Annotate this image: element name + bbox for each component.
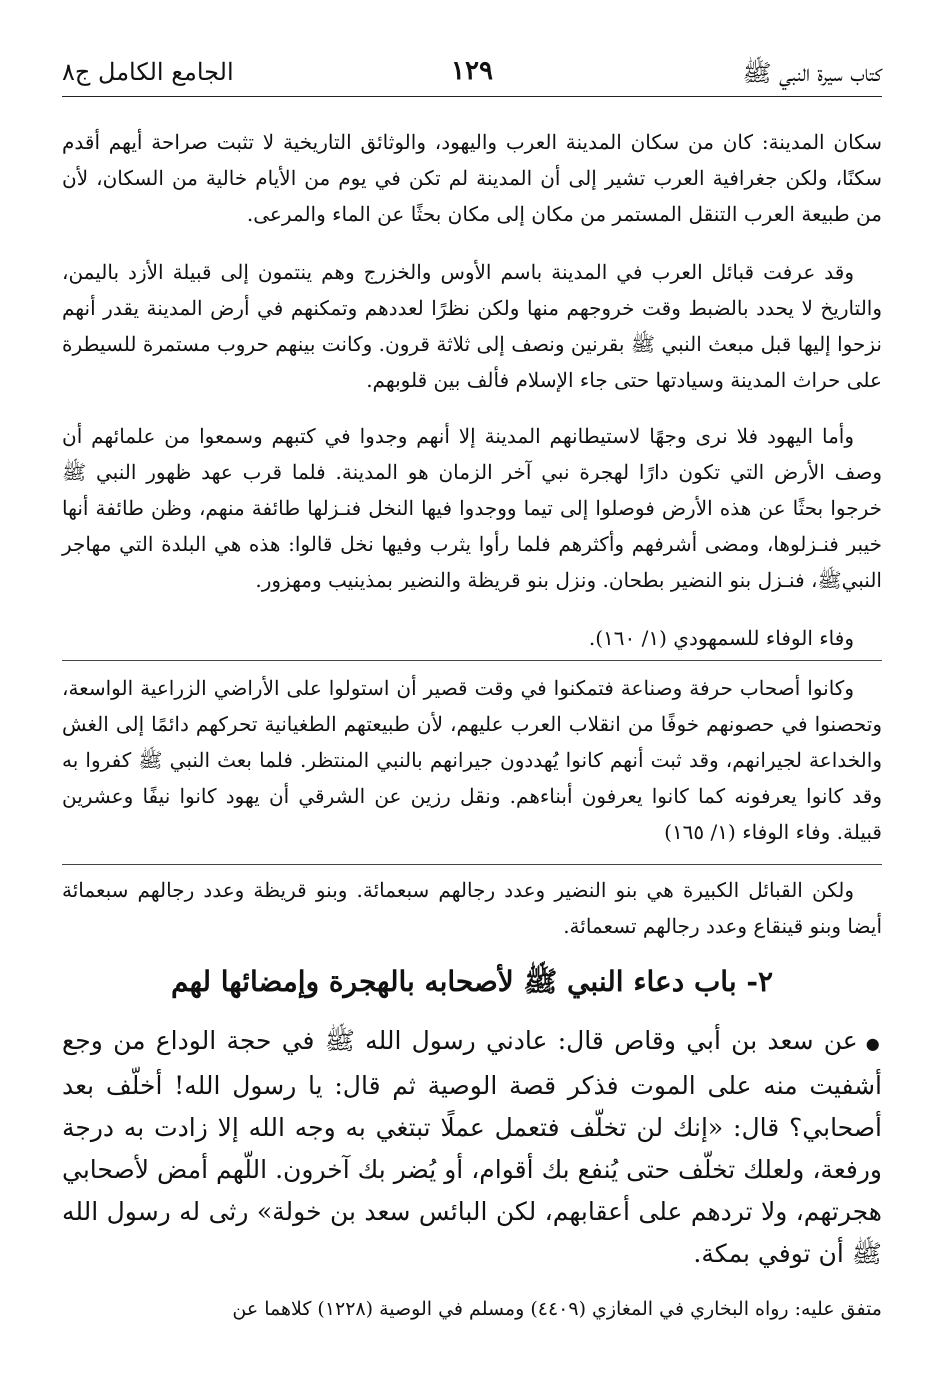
footnote-paragraph: وكانوا أصحاب حرفة وصناعة فتمكنوا في وقت قصير أن استولوا على الأراضي الزراعية الواسعة، وتحصنوا في حصونهم خوفًا من انقلاب العرب عليهم، لأن طبيعتهم الطغيانية تحركهم دائمًا إلى الغش والخداعة لجيرانهم، وقد ثبت أنهم كانوا يُهددون جيرانهم بالنبي المنتظر. فلما بعث النبي ﷺ كفروا به وقد كانوا يعرفونه كما كانوا يعرفون أبناءهم. ونقل رزين عن الشرقي أن يهود كانوا نيفًا وعشرين قبيلة. وفاء الوفاء (١/ ١٦٥)	[62, 676, 882, 844]
footnote-1	[62, 124, 882, 232]
divider	[62, 864, 882, 865]
footnote-5	[62, 670, 882, 850]
footnote-2	[62, 254, 882, 398]
bullet-icon: ●	[865, 1034, 882, 1053]
page-header	[62, 52, 882, 97]
source-block	[62, 1292, 882, 1326]
footnote-paragraph: سكان المدينة: كان من سكان المدينة العرب واليهود، والوثائق التاريخية لا تثبت صراحة أيهم أقدم سكنًا، ولكن جغرافية العرب تشير إلى أن المدينة لم تكن في يوم من الأيام خالية من السكان، لأن من طبيعة العرب التنقل المستمر من مكان إلى مكان بحثًا عن الماء والمرعى.	[62, 130, 882, 226]
footnote-6	[62, 872, 882, 944]
footnote-4	[62, 620, 882, 656]
hadith-paragraph	[62, 1020, 882, 1275]
chapter-heading: ٢- باب دعاء النبي ﷺ لأصحابه بالهجرة وإمضائها لهم	[170, 965, 774, 998]
hadith-text: عن سعد بن أبي وقاص قال: عادني رسول الله ﷺ في حجة الوداع من وجع أشفيت منه على الموت فذكر قصة الوصية ثم قال: يا رسول الله! أخلّف بعد أصحابي؟ قال: «إنك لن تخلّف فتعمل عملًا تبتغي به وجه الله إلا زادت به درجة ورفعة، ولعلك تخلّف حتى يُنفع بك أقوام، أو يُضر بك آخرون. اللّهم أمض لأصحابي هجرتهم، ولا تردهم على أعقابهم، لكن البائس سعد بن خولة» رثى له رسول الله ﷺ أن توفي بمكة.	[62, 1026, 882, 1268]
source-note: متفق عليه: رواه البخاري في المغازي (٤٤٠٩) ومسلم في الوصية (١٢٢٨) كلاهما عن	[232, 1298, 882, 1320]
page-number: ١٢٩	[451, 56, 493, 86]
footnote-3	[62, 418, 882, 598]
header-book-title: كتاب سيرة النبي ﷺ	[742, 59, 882, 87]
footnote-paragraph: وقد عرفت قبائل العرب في المدينة باسم الأوس والخزرج وهم ينتمون إلى قبيلة الأزد باليمن، والتاريخ لا يحدد بالضبط وقت خروجهم منها ولكن نظرًا لعددهم وتمكنهم في أرض المدينة يقدر أنهم نزحوا إليها قبل مبعث النبي ﷺ بقرنين ونصف إلى ثلاثة قرون. وكانت بينهم حروب مستمرة للسيطرة على حراث المدينة وسيادتها حتى جاء الإسلام فألف بين قلوبهم.	[62, 260, 882, 392]
divider	[62, 660, 882, 661]
footnote-reference: وفاء الوفاء للسمهودي (١/ ١٦٠).	[588, 626, 854, 650]
footnote-paragraph: وأما اليهود فلا نرى وجهًا لاستيطانهم المدينة إلا أنهم وجدوا في كتبهم وسمعوا من علمائهم أن وصف الأرض التي تكون دارًا لهجرة نبي آخر الزمان هو المدينة. فلما قرب عهد ظهور النبي ﷺ خرجوا بحثًا عن هذه الأرض فوصلوا إلى تيما ووجدوا فيها النخل فنـزلها طائفة منهم، وظن طائفة أنها خيبر فنـزلوها، ومضى أشرفهم وأكثرهم فلما رأوا يثرب وفيها نخل قالوا: هذه هي البلدة التي مهاجر النبيﷺ، فنـزل بنو النضير بطحان. ونزل بنو قريظة والنضير بمذينيب ومهزور.	[62, 424, 882, 592]
footnote-paragraph: ولكن القبائل الكبيرة هي بنو النضير وعدد رجالهم سبعمائة. وبنو قريظة وعدد رجالهم سبعمائة أيضا وبنو قينقاع وعدد رجالهم تسعمائة.	[62, 878, 882, 938]
header-volume-title: الجامع الكامل ج٨	[62, 58, 234, 86]
hadith-block	[62, 1020, 882, 1275]
